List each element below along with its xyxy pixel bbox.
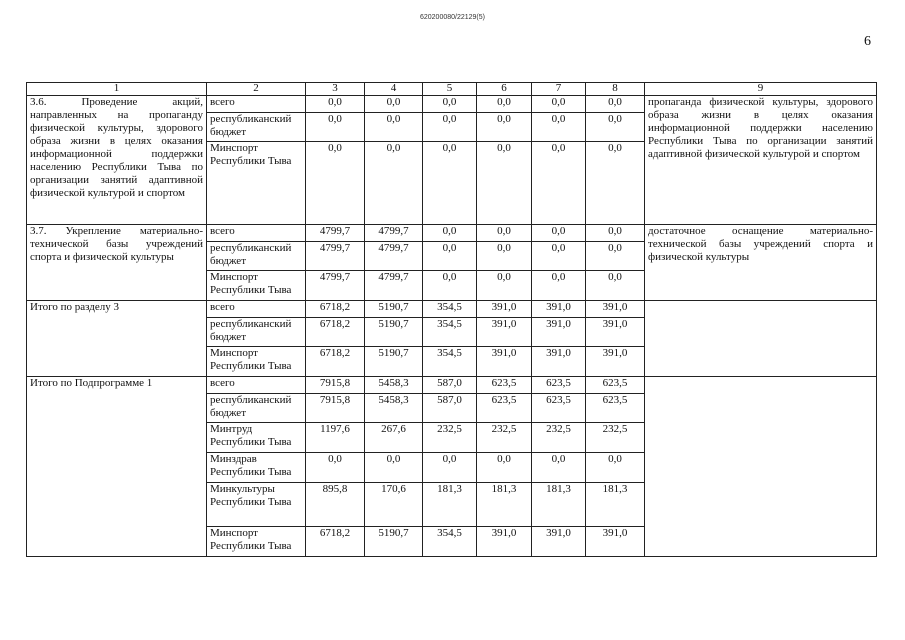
amount-cell: 181,3: [586, 483, 645, 527]
amount-cell: 391,0: [532, 347, 586, 377]
amount-cell: 0,0: [423, 142, 477, 225]
amount-cell: 6718,2: [306, 318, 365, 347]
amount-cell: 391,0: [532, 301, 586, 318]
funding-source: Минкультуры Республики Тыва: [207, 483, 306, 527]
amount-cell: 0,0: [532, 142, 586, 225]
amount-cell: 5458,3: [365, 394, 423, 423]
column-header: 6: [477, 83, 532, 96]
amount-cell: 0,0: [477, 271, 532, 301]
amount-cell: 0,0: [423, 113, 477, 142]
amount-cell: 354,5: [423, 347, 477, 377]
column-header: 7: [532, 83, 586, 96]
amount-cell: 391,0: [477, 527, 532, 557]
amount-cell: 181,3: [423, 483, 477, 527]
amount-cell: 391,0: [477, 347, 532, 377]
activity-name: 3.6. Проведение акций, направленных на пропаганду физической культуры, здорового образа жизни в целях оказания информационной поддержки населению Республики Тыва по организации занятий адаптивной физической культурой и спортом: [27, 96, 207, 225]
amount-cell: 4799,7: [306, 271, 365, 301]
funding-source: всего: [207, 377, 306, 394]
amount-cell: 391,0: [586, 347, 645, 377]
amount-cell: 391,0: [477, 318, 532, 347]
column-header: 9: [645, 83, 877, 96]
amount-cell: 232,5: [586, 423, 645, 453]
funding-source: Минспорт Республики Тыва: [207, 347, 306, 377]
amount-cell: 623,5: [477, 377, 532, 394]
budget-table: [26, 82, 877, 557]
amount-cell: 0,0: [586, 242, 645, 271]
amount-cell: 4799,7: [365, 225, 423, 242]
expected-result: достаточное оснащение материально-технической базы учреждений спорта и физической культуры: [645, 225, 877, 301]
table-row: [27, 96, 877, 113]
table-row: [27, 301, 877, 318]
amount-cell: 0,0: [477, 453, 532, 483]
header-row: [27, 83, 877, 96]
column-header: 5: [423, 83, 477, 96]
amount-cell: 391,0: [586, 527, 645, 557]
amount-cell: 0,0: [423, 96, 477, 113]
funding-source: республиканский бюджет: [207, 113, 306, 142]
funding-source: республиканский бюджет: [207, 394, 306, 423]
expected-result: [645, 301, 877, 377]
amount-cell: 0,0: [477, 113, 532, 142]
column-header: 3: [306, 83, 365, 96]
amount-cell: 391,0: [477, 301, 532, 318]
amount-cell: 623,5: [532, 394, 586, 423]
amount-cell: 0,0: [306, 453, 365, 483]
amount-cell: 5190,7: [365, 347, 423, 377]
amount-cell: 0,0: [532, 113, 586, 142]
amount-cell: 0,0: [586, 271, 645, 301]
amount-cell: 4799,7: [365, 242, 423, 271]
amount-cell: 0,0: [365, 453, 423, 483]
funding-source: всего: [207, 301, 306, 318]
amount-cell: 0,0: [532, 453, 586, 483]
page-number: 6: [864, 34, 871, 49]
amount-cell: 587,0: [423, 377, 477, 394]
funding-source: Минспорт Республики Тыва: [207, 142, 306, 225]
amount-cell: 4799,7: [365, 271, 423, 301]
funding-source: Минспорт Республики Тыва: [207, 527, 306, 557]
amount-cell: 7915,8: [306, 377, 365, 394]
table-row: [27, 377, 877, 394]
amount-cell: 587,0: [423, 394, 477, 423]
amount-cell: 5190,7: [365, 301, 423, 318]
amount-cell: 0,0: [532, 242, 586, 271]
amount-cell: 895,8: [306, 483, 365, 527]
amount-cell: 623,5: [586, 377, 645, 394]
amount-cell: 0,0: [306, 142, 365, 225]
amount-cell: 6718,2: [306, 527, 365, 557]
amount-cell: 0,0: [423, 453, 477, 483]
amount-cell: 391,0: [586, 318, 645, 347]
amount-cell: 0,0: [365, 113, 423, 142]
amount-cell: 623,5: [532, 377, 586, 394]
amount-cell: 0,0: [586, 96, 645, 113]
amount-cell: 354,5: [423, 318, 477, 347]
amount-cell: 4799,7: [306, 242, 365, 271]
funding-source: республиканский бюджет: [207, 242, 306, 271]
amount-cell: 0,0: [586, 453, 645, 483]
column-header: 4: [365, 83, 423, 96]
amount-cell: 354,5: [423, 527, 477, 557]
amount-cell: 5190,7: [365, 318, 423, 347]
amount-cell: 5190,7: [365, 527, 423, 557]
amount-cell: 0,0: [477, 242, 532, 271]
amount-cell: 6718,2: [306, 301, 365, 318]
amount-cell: 0,0: [477, 225, 532, 242]
amount-cell: 0,0: [423, 242, 477, 271]
expected-result: [645, 377, 877, 557]
column-header: 1: [27, 83, 207, 96]
table-row: [27, 225, 877, 242]
expected-result: пропаганда физической культуры, здорового образа жизни в целях оказания информационной поддержки населению Республики Тыва по организации занятий адаптивной физической культурой и спортом: [645, 96, 877, 225]
amount-cell: 181,3: [477, 483, 532, 527]
funding-source: Минтруд Республики Тыва: [207, 423, 306, 453]
funding-source: Минспорт Республики Тыва: [207, 271, 306, 301]
amount-cell: 391,0: [586, 301, 645, 318]
column-header: 8: [586, 83, 645, 96]
amount-cell: 0,0: [423, 271, 477, 301]
amount-cell: 0,0: [423, 225, 477, 242]
activity-name: 3.7. Укрепление материально-технической базы учреждений спорта и физической культуры: [27, 225, 207, 301]
amount-cell: 6718,2: [306, 347, 365, 377]
amount-cell: 0,0: [306, 96, 365, 113]
activity-name: Итого по разделу 3: [27, 301, 207, 377]
funding-source: Минздрав Республики Тыва: [207, 453, 306, 483]
amount-cell: 623,5: [586, 394, 645, 423]
amount-cell: 0,0: [532, 271, 586, 301]
amount-cell: 232,5: [423, 423, 477, 453]
amount-cell: 0,0: [365, 96, 423, 113]
amount-cell: 0,0: [532, 96, 586, 113]
amount-cell: 4799,7: [306, 225, 365, 242]
amount-cell: 0,0: [306, 113, 365, 142]
amount-cell: 7915,8: [306, 394, 365, 423]
amount-cell: 391,0: [532, 527, 586, 557]
amount-cell: 267,6: [365, 423, 423, 453]
column-header: 2: [207, 83, 306, 96]
amount-cell: 232,5: [532, 423, 586, 453]
amount-cell: 170,6: [365, 483, 423, 527]
amount-cell: 0,0: [586, 142, 645, 225]
amount-cell: 623,5: [477, 394, 532, 423]
amount-cell: 181,3: [532, 483, 586, 527]
funding-source: всего: [207, 96, 306, 113]
amount-cell: 232,5: [477, 423, 532, 453]
amount-cell: 0,0: [532, 225, 586, 242]
activity-name: Итого по Подпрограмме 1: [27, 377, 207, 557]
amount-cell: 0,0: [477, 96, 532, 113]
funding-source: всего: [207, 225, 306, 242]
amount-cell: 391,0: [532, 318, 586, 347]
amount-cell: 0,0: [586, 113, 645, 142]
amount-cell: 0,0: [586, 225, 645, 242]
amount-cell: 354,5: [423, 301, 477, 318]
amount-cell: 0,0: [365, 142, 423, 225]
amount-cell: 5458,3: [365, 377, 423, 394]
funding-source: республиканский бюджет: [207, 318, 306, 347]
amount-cell: 1197,6: [306, 423, 365, 453]
document-code: 620200080/22129(5): [419, 14, 485, 21]
amount-cell: 0,0: [477, 142, 532, 225]
